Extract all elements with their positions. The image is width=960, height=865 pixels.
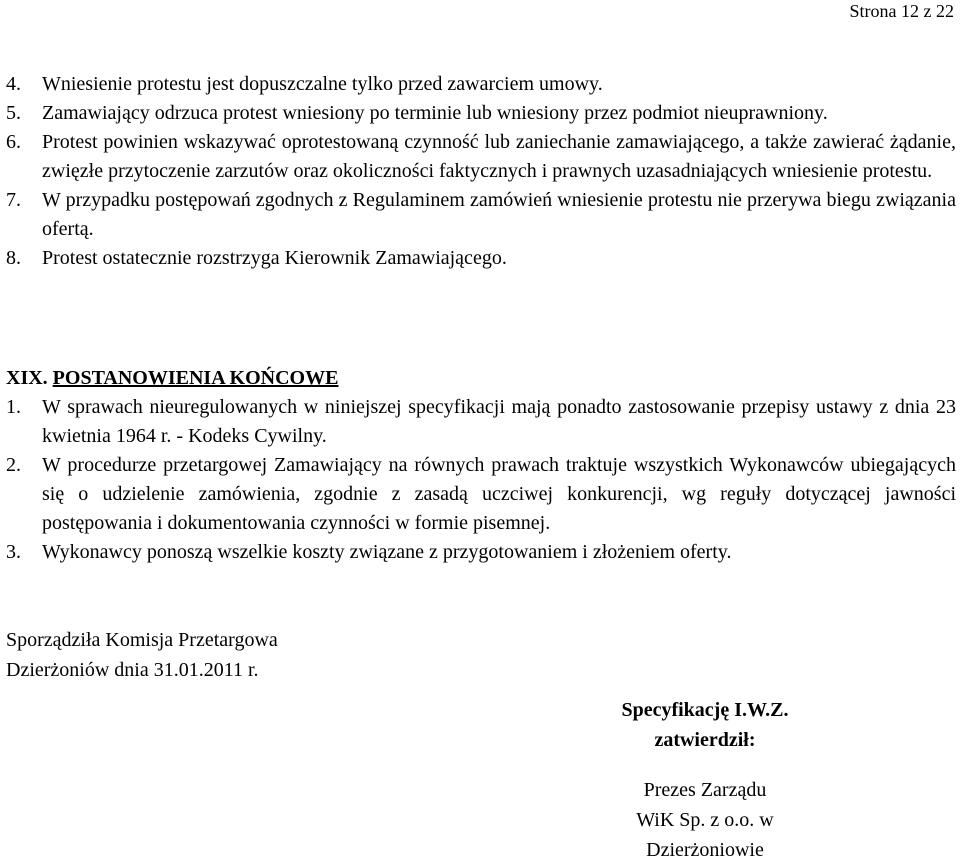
place-date-line: Dzierżoniów dnia 31.01.2011 r. <box>6 659 259 681</box>
item-number: 5. <box>6 102 21 124</box>
section-heading <box>6 364 338 393</box>
item-text: Wykonawcy ponoszą wszelkie koszty związane z przygotowaniem i złożeniem oferty. <box>42 541 732 563</box>
item-number: 7. <box>6 189 21 211</box>
prepared-by-line: Sporządziła Komisja Przetargowa <box>6 629 278 651</box>
section-number: XIX. <box>6 367 48 389</box>
item-text: W przypadku postępowań zgodnych z Regulaminem zamówień wniesienie protestu nie przerywa biegu związania ofertą. <box>42 189 956 240</box>
page-number: Strona 12 z 22 <box>849 1 954 21</box>
prepared-by-block <box>6 625 278 685</box>
item-number: 6. <box>6 131 21 153</box>
item-text: W sprawach nieuregulowanych w niniejszej specyfikacji mają ponadto zastosowanie przepisy ustawy z dnia 23 kwietnia 1964 r. - Kodeks Cywilny. <box>42 396 956 447</box>
list-item <box>6 99 956 128</box>
list-item <box>6 70 956 99</box>
item-text: Protest ostatecznie rozstrzyga Kierownik Zamawiającego. <box>42 247 507 269</box>
item-number: 1. <box>6 396 21 418</box>
protest-rules-list <box>6 70 956 273</box>
item-number: 4. <box>6 73 21 95</box>
item-text: Zamawiający odrzuca protest wniesiony po terminie lub wniesiony przez podmiot nieuprawniony. <box>42 102 828 124</box>
list-item <box>6 393 956 451</box>
section-title: POSTANOWIENIA KOŃCOWE <box>52 367 339 389</box>
list-item <box>6 451 956 538</box>
final-provisions-list <box>6 393 956 567</box>
list-item <box>6 244 956 273</box>
list-item <box>6 186 956 244</box>
item-text: Protest powinien wskazywać oprotestowaną czynność lub zaniechanie zamawiającego, a także zawierać żądanie, zwięzłe przytoczenie zarzutów oraz okoliczności faktycznych i prawnych uzasadniających wniesienie protestu. <box>42 131 956 182</box>
list-item <box>6 128 956 186</box>
item-number: 8. <box>6 247 21 269</box>
item-text: Wniesienie protestu jest dopuszczalne tylko przed zawarciem umowy. <box>42 73 603 95</box>
item-text: W procedurze przetargowej Zamawiający na równych prawach traktuje wszystkich Wykonawców ubiegających się o udzielenie zamówienia, zgodnie z zasadą uczciwej konkurencji, wg reguły dotyczącej jawności postępowania i dokumentowania czynności w formie pisemnej. <box>42 454 956 534</box>
approved-by-label: zatwierdził: <box>654 729 756 751</box>
item-number: 3. <box>6 541 21 563</box>
item-number: 2. <box>6 454 21 476</box>
approval-title: Specyfikację I.W.Z. <box>621 699 789 721</box>
company-name: WiK Sp. z o.o. w Dzierżoniowie <box>636 809 774 861</box>
signatory-title: Prezes Zarządu <box>643 779 767 801</box>
approval-block <box>580 695 830 865</box>
list-item <box>6 538 956 567</box>
